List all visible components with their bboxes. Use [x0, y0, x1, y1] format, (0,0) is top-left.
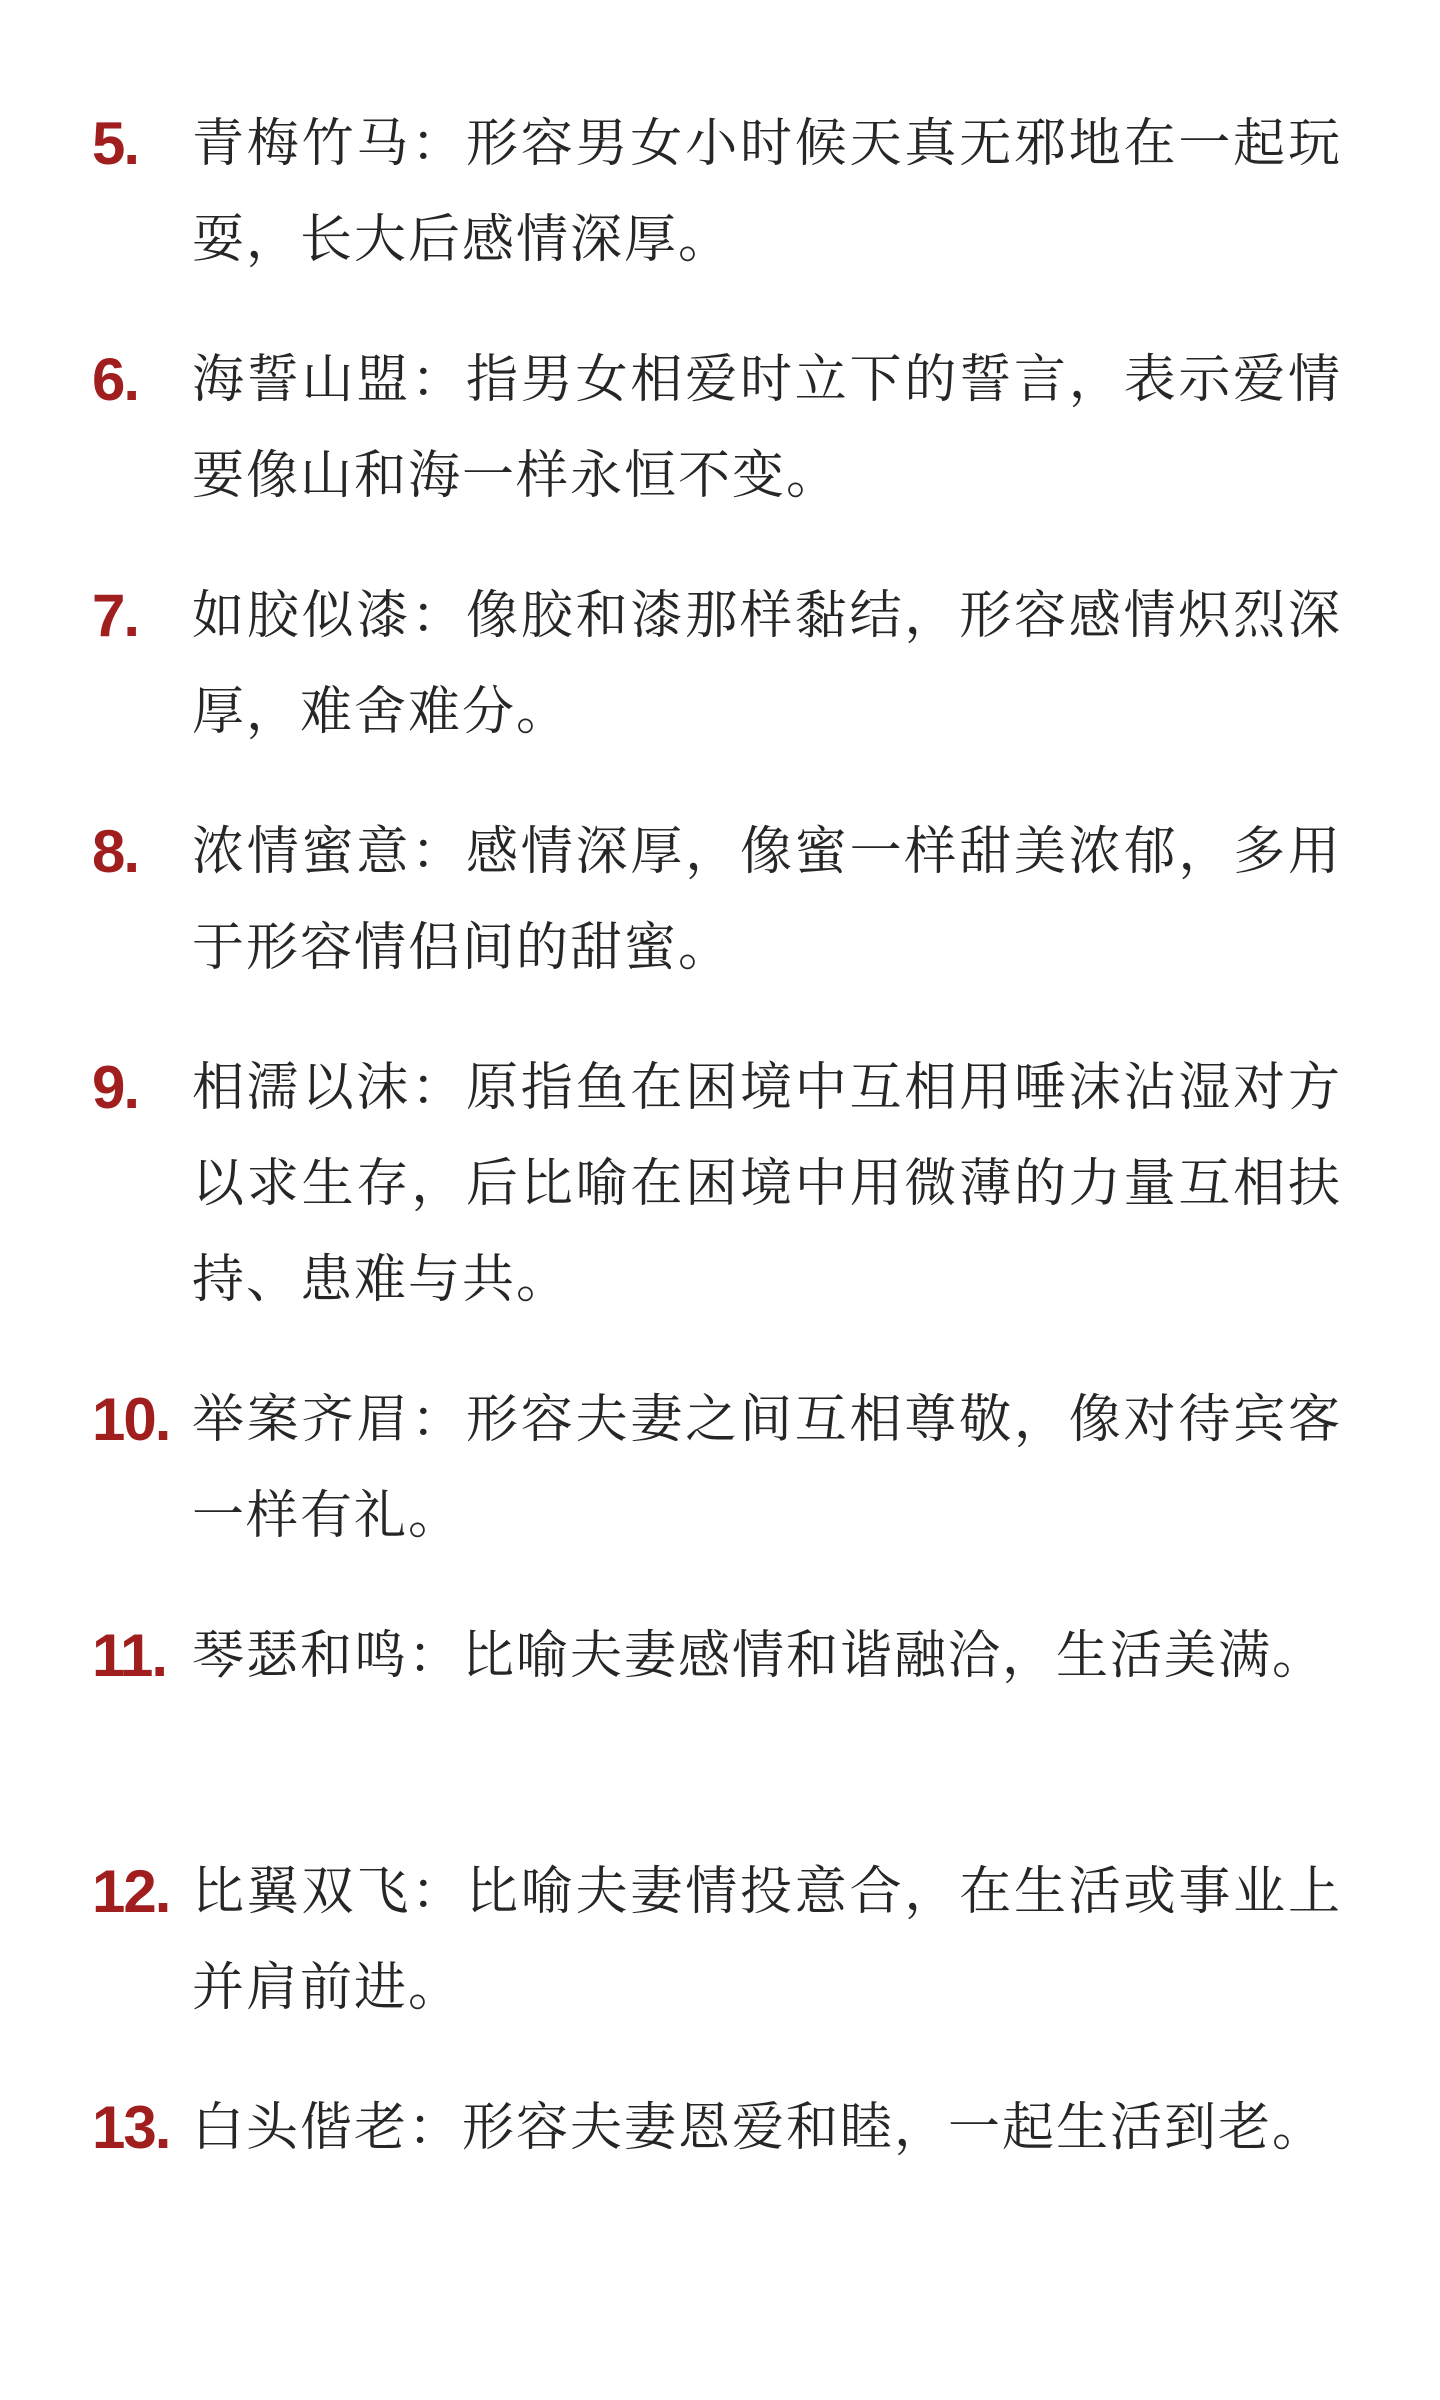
item-text: 如胶似漆：像胶和漆那样黏结，形容感情炽烈深厚，难舍难分。	[192, 586, 1342, 742]
item-text: 浓情蜜意：感情深厚，像蜜一样甜美浓郁，多用于形容情侣间的甜蜜。	[192, 822, 1342, 978]
item-number: 12.	[92, 1858, 170, 1925]
item-text: 海誓山盟：指男女相爱时立下的誓言，表示爱情要像山和海一样永恒不变。	[192, 350, 1342, 506]
item-text: 比翼双飞：比喻夫妻情投意合，在生活或事业上并肩前进。	[192, 1862, 1342, 2018]
item-number: 5.	[92, 110, 139, 177]
item-text: 琴瑟和鸣：比喻夫妻感情和谐融洽，生活美满。	[192, 1626, 1327, 1686]
item-number: 11.	[92, 1622, 167, 1689]
item-number: 10.	[92, 1386, 170, 1453]
item-number: 6.	[92, 346, 139, 413]
item-text: 相濡以沫：原指鱼在困境中互相用唾沫沾湿对方以求生存，后比喻在困境中用微薄的力量互相扶持、患难与共。	[192, 1058, 1342, 1310]
item-number: 8.	[92, 818, 139, 885]
item-text: 白头偕老：形容夫妻恩爱和睦，一起生活到老。	[192, 2098, 1327, 2158]
item-text: 青梅竹马：形容男女小时候天真无邪地在一起玩耍，长大后感情深厚。	[192, 114, 1342, 270]
item-number: 9.	[92, 1054, 139, 1121]
item-number: 13.	[92, 2094, 170, 2161]
item-text: 举案齐眉：形容夫妻之间互相尊敬，像对待宾客一样有礼。	[192, 1390, 1342, 1546]
item-number: 7.	[92, 582, 139, 649]
